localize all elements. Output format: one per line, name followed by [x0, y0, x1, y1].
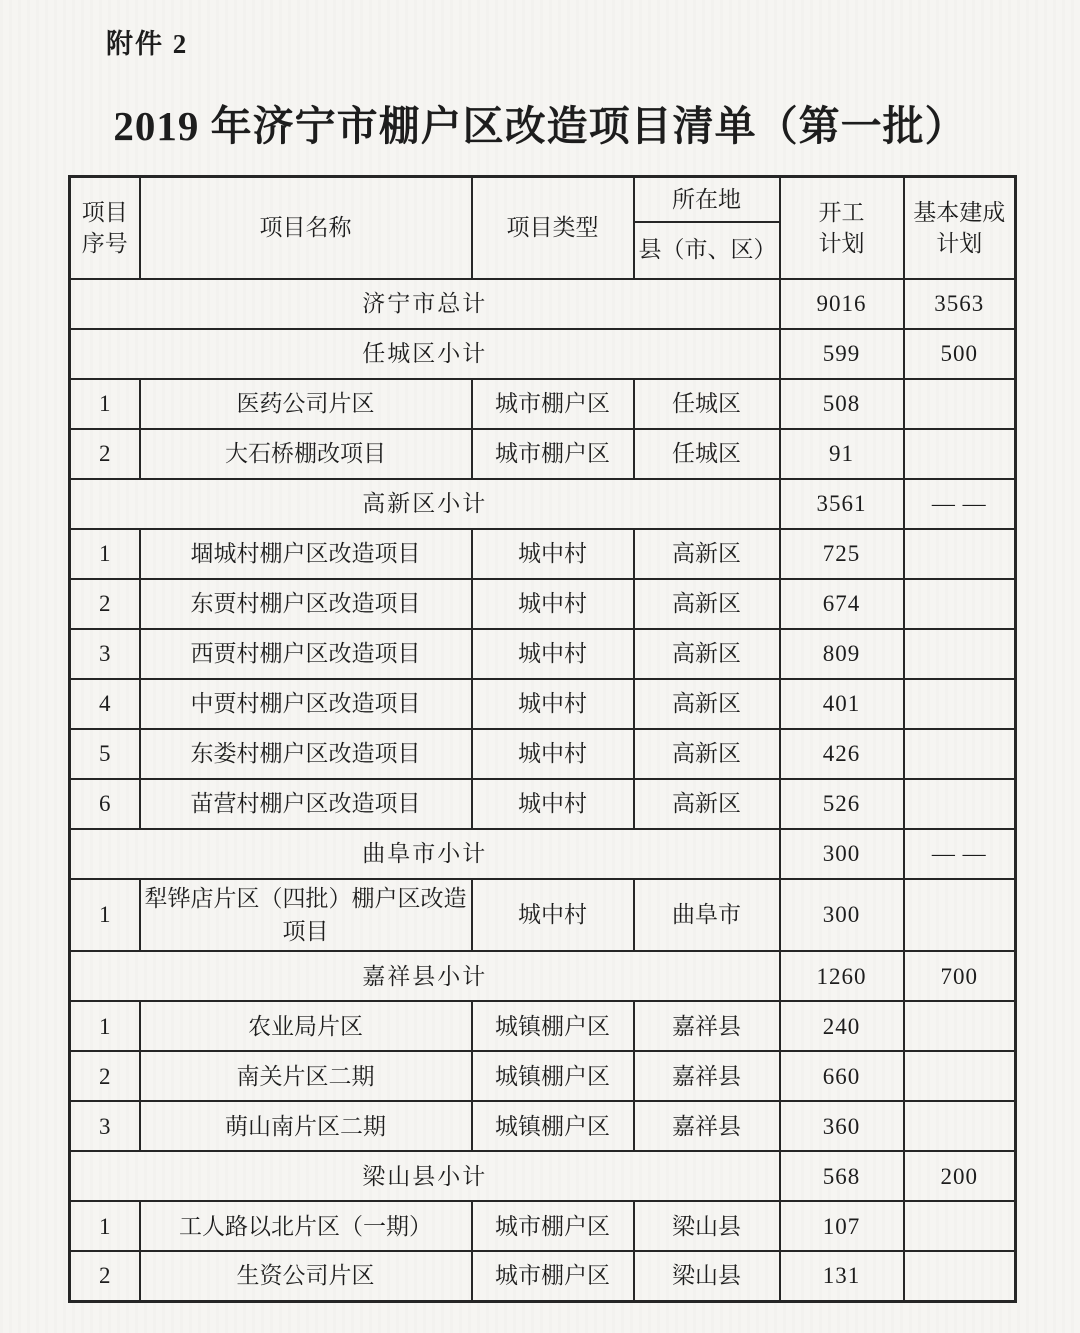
table-row-project [70, 1101, 1016, 1151]
cell-complete-plan [904, 1101, 1016, 1151]
cell-complete-plan [904, 1251, 1016, 1301]
cell-start-plan: 526 [780, 779, 904, 829]
cell-project-no: 2 [70, 1251, 140, 1301]
cell-project-type: 城中村 [472, 629, 634, 679]
table-row-subtotal [70, 829, 1016, 879]
cell-project-type: 城中村 [472, 529, 634, 579]
cell-start-plan: 426 [780, 729, 904, 779]
cell-start-plan: 107 [780, 1201, 904, 1251]
cell-project-type: 城中村 [472, 579, 634, 629]
cell-complete-plan [904, 1001, 1016, 1051]
cell-complete-plan: 700 [904, 951, 1016, 1001]
cell-project-type: 城中村 [472, 779, 634, 829]
cell-complete-plan: — — [904, 829, 1016, 879]
cell-group-label: 曲阜市小计 [70, 829, 780, 879]
cell-location: 嘉祥县 [634, 1001, 780, 1051]
header-project-no [70, 177, 140, 279]
table-row-subtotal [70, 479, 1016, 529]
cell-group-label: 梁山县小计 [70, 1151, 780, 1201]
cell-project-type: 城市棚户区 [472, 1251, 634, 1301]
cell-project-no: 2 [70, 1051, 140, 1101]
cell-project-type: 城镇棚户区 [472, 1051, 634, 1101]
header-complete-plan-line2: 计划 [936, 230, 983, 256]
cell-complete-plan [904, 629, 1016, 679]
header-start-plan-line1: 开工 [818, 199, 865, 225]
table-header [70, 177, 1016, 279]
cell-project-no: 2 [70, 429, 140, 479]
header-project-type: 项目类型 [472, 177, 634, 279]
cell-start-plan: 809 [780, 629, 904, 679]
cell-start-plan: 508 [780, 379, 904, 429]
table-row-subtotal [70, 1151, 1016, 1201]
cell-start-plan: 725 [780, 529, 904, 579]
cell-complete-plan [904, 679, 1016, 729]
cell-start-plan: 3561 [780, 479, 904, 529]
cell-complete-plan [904, 529, 1016, 579]
cell-complete-plan: 500 [904, 329, 1016, 379]
cell-project-name: 医药公司片区 [140, 379, 472, 429]
header-start-plan-line2: 计划 [818, 230, 865, 256]
table-body [70, 279, 1016, 1302]
cell-project-no: 1 [70, 879, 140, 952]
header-location: 所在地 [634, 177, 780, 222]
cell-complete-plan [904, 579, 1016, 629]
table-row-subtotal [70, 329, 1016, 379]
header-project-no-line1: 项目 [81, 199, 128, 225]
cell-complete-plan [904, 879, 1016, 952]
cell-start-plan: 360 [780, 1101, 904, 1151]
cell-project-no: 1 [70, 529, 140, 579]
cell-group-label: 嘉祥县小计 [70, 951, 780, 1001]
cell-project-no: 4 [70, 679, 140, 729]
table-row-project [70, 679, 1016, 729]
cell-start-plan: 91 [780, 429, 904, 479]
cell-project-name: 西贾村棚户区改造项目 [140, 629, 472, 679]
table-row-project [70, 429, 1016, 479]
cell-start-plan: 401 [780, 679, 904, 729]
cell-project-no: 3 [70, 629, 140, 679]
cell-project-name: 中贾村棚户区改造项目 [140, 679, 472, 729]
cell-project-type: 城市棚户区 [472, 1201, 634, 1251]
cell-complete-plan: — — [904, 479, 1016, 529]
table-row-project [70, 729, 1016, 779]
cell-location: 高新区 [634, 729, 780, 779]
cell-complete-plan [904, 729, 1016, 779]
cell-project-name: 农业局片区 [140, 1001, 472, 1051]
cell-project-no: 1 [70, 1001, 140, 1051]
header-project-name: 项目名称 [140, 177, 472, 279]
cell-group-label: 高新区小计 [70, 479, 780, 529]
cell-project-name: 东娄村棚户区改造项目 [140, 729, 472, 779]
cell-project-type: 城镇棚户区 [472, 1001, 634, 1051]
cell-complete-plan [904, 429, 1016, 479]
table-row-total [70, 279, 1016, 329]
header-complete-plan [904, 177, 1016, 279]
header-project-no-line2: 序号 [81, 230, 128, 256]
cell-project-name: 生资公司片区 [140, 1251, 472, 1301]
cell-project-no: 1 [70, 1201, 140, 1251]
cell-project-name: 大石桥棚改项目 [140, 429, 472, 479]
cell-project-type: 城中村 [472, 679, 634, 729]
cell-location: 任城区 [634, 429, 780, 479]
cell-project-no: 3 [70, 1101, 140, 1151]
cell-location: 嘉祥县 [634, 1051, 780, 1101]
table-row-project [70, 629, 1016, 679]
cell-location: 嘉祥县 [634, 1101, 780, 1151]
cell-project-no: 5 [70, 729, 140, 779]
cell-project-name: 南关片区二期 [140, 1051, 472, 1101]
table-row-subtotal [70, 951, 1016, 1001]
table-row-project [70, 1051, 1016, 1101]
cell-complete-plan [904, 779, 1016, 829]
cell-project-name: 苗营村棚户区改造项目 [140, 779, 472, 829]
table-row-project [70, 779, 1016, 829]
cell-location: 梁山县 [634, 1201, 780, 1251]
cell-group-label: 任城区小计 [70, 329, 780, 379]
cell-start-plan: 599 [780, 329, 904, 379]
cell-project-type: 城中村 [472, 729, 634, 779]
cell-start-plan: 1260 [780, 951, 904, 1001]
cell-group-label: 济宁市总计 [70, 279, 780, 329]
attachment-label: 附件 2 [106, 29, 189, 59]
cell-project-name: 东贾村棚户区改造项目 [140, 579, 472, 629]
table-row-project [70, 579, 1016, 629]
table-row-project [70, 529, 1016, 579]
cell-project-no: 1 [70, 379, 140, 429]
cell-location: 曲阜市 [634, 879, 780, 952]
cell-location: 梁山县 [634, 1251, 780, 1301]
cell-start-plan: 300 [780, 879, 904, 952]
cell-location: 高新区 [634, 529, 780, 579]
table-row-project [70, 1001, 1016, 1051]
cell-start-plan: 660 [780, 1051, 904, 1101]
cell-start-plan: 300 [780, 829, 904, 879]
projects-table [68, 175, 1017, 1303]
cell-complete-plan [904, 1201, 1016, 1251]
cell-location: 高新区 [634, 679, 780, 729]
cell-complete-plan [904, 1051, 1016, 1101]
cell-project-name: 犁铧店片区（四批）棚户区改造项目 [140, 879, 472, 952]
header-county: 县（市、区） [634, 222, 780, 279]
cell-location: 高新区 [634, 629, 780, 679]
cell-location: 任城区 [634, 379, 780, 429]
table-row-project [70, 1201, 1016, 1251]
header-start-plan [780, 177, 904, 279]
cell-complete-plan: 200 [904, 1151, 1016, 1201]
cell-project-name: 萌山南片区二期 [140, 1101, 472, 1151]
cell-complete-plan: 3563 [904, 279, 1016, 329]
cell-project-type: 城镇棚户区 [472, 1101, 634, 1151]
table-row-project [70, 879, 1016, 952]
cell-project-type: 城市棚户区 [472, 379, 634, 429]
header-complete-plan-line1: 基本建成 [913, 199, 1006, 225]
cell-location: 高新区 [634, 779, 780, 829]
cell-start-plan: 568 [780, 1151, 904, 1201]
cell-project-no: 2 [70, 579, 140, 629]
cell-start-plan: 131 [780, 1251, 904, 1301]
cell-project-type: 城中村 [472, 879, 634, 952]
cell-project-type: 城市棚户区 [472, 429, 634, 479]
table-row-project [70, 379, 1016, 429]
cell-start-plan: 9016 [780, 279, 904, 329]
cell-project-no: 6 [70, 779, 140, 829]
cell-project-name: 工人路以北片区（一期） [140, 1201, 472, 1251]
cell-project-name: 堌城村棚户区改造项目 [140, 529, 472, 579]
cell-location: 高新区 [634, 579, 780, 629]
table-row-project [70, 1251, 1016, 1301]
cell-start-plan: 674 [780, 579, 904, 629]
page-title: 2019 年济宁市棚户区改造项目清单（第一批） [113, 103, 967, 149]
cell-start-plan: 240 [780, 1001, 904, 1051]
cell-complete-plan [904, 379, 1016, 429]
